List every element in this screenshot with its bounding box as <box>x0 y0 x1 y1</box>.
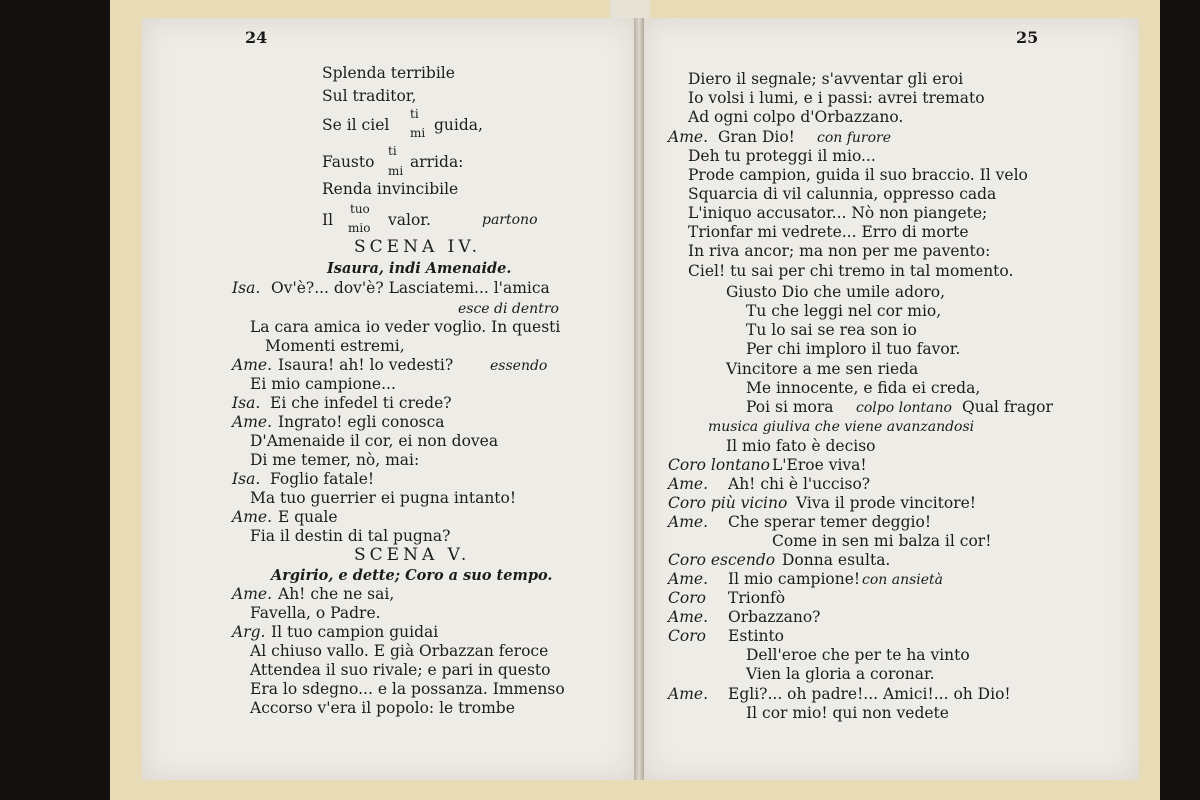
text-line: Egli?... oh padre!... Amici!... oh Dio! <box>728 685 1011 703</box>
text-line: Donna esulta. <box>782 551 891 569</box>
text-line: Ciel! tu sai per chi tremo in tal momento. <box>688 262 1014 280</box>
text-line: Diero il segnale; s'avventar gli eroi <box>688 70 964 88</box>
text-line: Io volsi i lumi, e i passi: avrei tremato <box>688 89 985 107</box>
verse-line-end: Qual fragor <box>962 398 1053 416</box>
scene-characters: Argirio, e dette; Coro a suo tempo. <box>271 567 553 584</box>
speaker-label: Isa. <box>232 470 261 488</box>
text-line: L'iniquo accusator... Nò non piangete; <box>688 204 988 222</box>
verse-line: Tu lo sai se rea son io <box>746 321 917 339</box>
text-line: Ma tuo guerrier ei pugna intanto! <box>250 489 517 507</box>
verse-line: Splenda terribile <box>322 64 455 82</box>
speaker-label: Ame. <box>668 608 708 626</box>
text-line: Orbazzano? <box>728 608 821 626</box>
verse-line-end: valor. <box>388 211 431 229</box>
speaker-label: Ame. <box>668 570 708 588</box>
verse-line: Il <box>322 211 334 229</box>
verse-line: Per chi imploro il tuo favor. <box>746 340 961 358</box>
stage-direction: essendo <box>490 358 548 374</box>
verse-line: Tu che leggi nel cor mio, <box>746 302 942 320</box>
text-line: Ah! chi è l'ucciso? <box>728 475 871 493</box>
scene-heading: SCENA V. <box>354 545 471 565</box>
speaker-label: Coro più vicino <box>668 494 788 512</box>
verse-line: Sul traditor, <box>322 87 417 105</box>
verse-line: Vien la gloria a coronar. <box>746 665 935 683</box>
verse-line: Giusto Dio che umile adoro, <box>726 283 946 301</box>
speaker-label: Ame. <box>668 513 708 531</box>
speaker-label: Coro <box>668 589 706 607</box>
text-line: Trionfò <box>728 589 786 607</box>
verse-line-end: guida, <box>434 116 483 134</box>
text-line: Al chiuso vallo. E già Orbazzan feroce <box>250 642 549 660</box>
text-line: Fia il destin di tal pugna? <box>250 527 451 545</box>
text-line: E quale <box>278 508 338 526</box>
verse-line: Il mio fato è deciso <box>726 437 876 455</box>
stage-direction: musica giuliva che viene avanzandosi <box>708 419 975 435</box>
text-line: Momenti estremi, <box>265 337 405 355</box>
stacked-word-top: tuo <box>350 202 370 216</box>
right-page-number: 25 <box>1016 28 1039 47</box>
stacked-word-bottom: mio <box>348 221 371 235</box>
speaker-label: Ame. <box>668 475 708 493</box>
text-line: Ei che infedel ti crede? <box>270 394 452 412</box>
book-gutter <box>634 18 644 780</box>
text-line: Era lo sdegno... e la possanza. Immenso <box>250 680 565 698</box>
text-line: Ad ogni colpo d'Orbazzano. <box>688 108 904 126</box>
verse-line: Renda invincibile <box>322 180 459 198</box>
speaker-label: Ame. <box>668 128 708 146</box>
verse-line: Dell'eroe che per te ha vinto <box>746 646 970 664</box>
text-line: Di me temer, nò, mai: <box>250 451 420 469</box>
left-page-number: 24 <box>245 28 268 47</box>
text-line: Ov'è?... dov'è? Lasciatemi... l'amica <box>271 279 550 297</box>
speaker-label: Coro escendo <box>668 551 776 569</box>
text-line: Squarcia di vil calunnia, oppresso cada <box>688 185 997 203</box>
speaker-label: Coro <box>668 627 706 645</box>
speaker-label: Isa. <box>232 279 261 297</box>
verse-line: Poi si mora <box>746 398 834 416</box>
speaker-label: Ame. <box>232 585 272 603</box>
text-line: Trionfar mi vedrete... Erro di morte <box>688 223 969 241</box>
scene-characters: Isaura, indi Amenaide. <box>327 260 512 277</box>
stage-direction: colpo lontano <box>856 400 952 416</box>
text-line: Favella, o Padre. <box>250 604 381 622</box>
text-line: Ei mio campione... <box>250 375 396 393</box>
stacked-word-bottom: mi <box>388 164 404 178</box>
text-line: Ah! che ne sai, <box>278 585 395 603</box>
verse-line: Vincitore a me sen rieda <box>726 360 919 378</box>
text-line: Accorso v'era il popolo: le trombe <box>250 699 515 717</box>
speaker-label: Isa. <box>232 394 261 412</box>
text-line: L'Eroe viva! <box>772 456 867 474</box>
text-line: Prode campion, guida il suo braccio. Il velo <box>688 166 1028 184</box>
stage-direction: esce di dentro <box>458 301 559 317</box>
stacked-word-top: ti <box>410 107 419 121</box>
text-line: Gran Dio! <box>718 128 795 146</box>
text-line: La cara amica io veder voglio. In questi <box>250 318 561 336</box>
text-line: Attendea il suo rivale; e pari in questo <box>250 661 551 679</box>
speaker-label: Arg. <box>232 623 266 641</box>
text-line: Deh tu proteggi il mio... <box>688 147 876 165</box>
verse-line: Il cor mio! qui non vedete <box>746 704 949 722</box>
verse-line: Come in sen mi balza il cor! <box>772 532 992 550</box>
speaker-label: Coro lontano <box>668 456 770 474</box>
stage-direction: partono <box>482 212 538 228</box>
text-line: Che sperar temer deggio! <box>728 513 932 531</box>
text-line: Foglio fatale! <box>270 470 375 488</box>
text-line: Estinto <box>728 627 784 645</box>
stage-direction: con furore <box>817 130 892 146</box>
speaker-label: Ame. <box>232 508 272 526</box>
scene-heading: SCENA IV. <box>354 237 482 257</box>
text-line: Il tuo campion guidai <box>271 623 439 641</box>
stacked-word-bottom: mi <box>410 126 426 140</box>
text-line: Isaura! ah! lo vedesti? <box>278 356 454 374</box>
text-line: Viva il prode vincitore! <box>796 494 977 512</box>
book-stand <box>610 0 650 20</box>
text-line: D'Amenaide il cor, ei non dovea <box>250 432 499 450</box>
text-line: Ingrato! egli conosca <box>278 413 445 431</box>
text-line: In riva ancor; ma non per me pavento: <box>688 242 991 260</box>
text-line: Il mio campione! <box>728 570 861 588</box>
stage-direction: con ansietà <box>862 572 944 588</box>
speaker-label: Ame. <box>232 356 272 374</box>
speaker-label: Ame. <box>232 413 272 431</box>
verse-line-end: arrida: <box>410 153 464 171</box>
stacked-word-top: ti <box>388 144 397 158</box>
speaker-label: Ame. <box>668 685 708 703</box>
verse-line: Fausto <box>322 153 375 171</box>
verse-line: Se il ciel <box>322 116 390 134</box>
verse-line: Me innocente, e fida ei creda, <box>746 379 981 397</box>
